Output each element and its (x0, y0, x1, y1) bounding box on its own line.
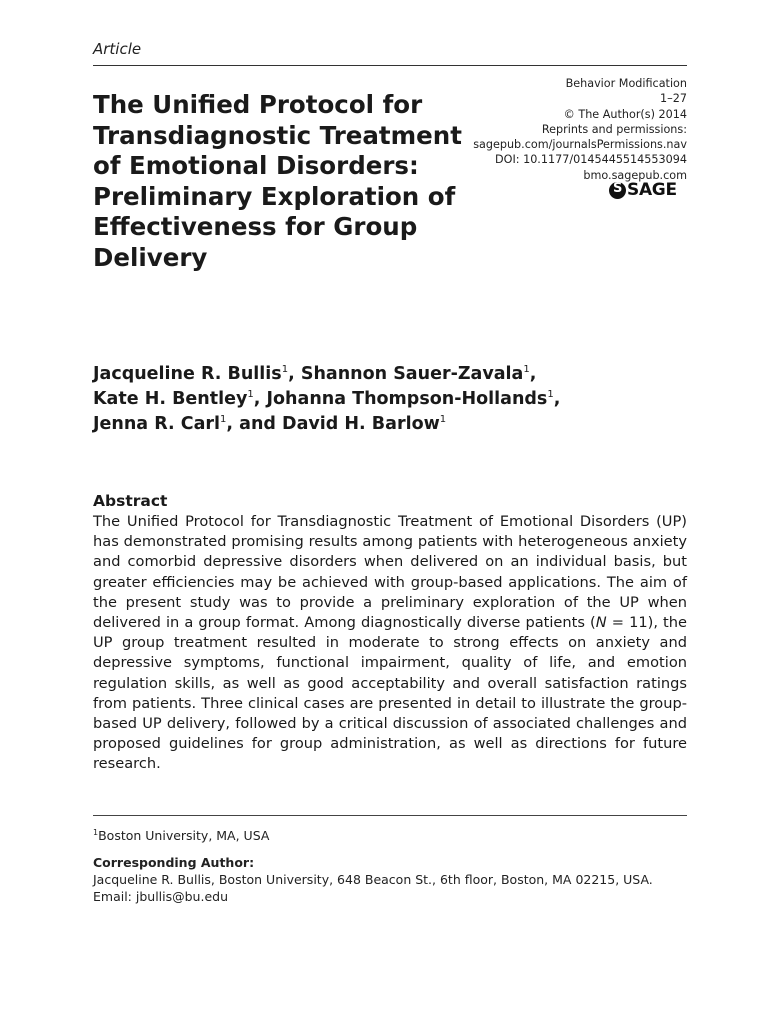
corresponding-author-heading: Corresponding Author: (93, 855, 255, 870)
corresponding-author-email[interactable]: Email: jbullis@bu.edu (93, 889, 229, 904)
permissions-link[interactable]: sagepub.com/journalsPermissions.nav (473, 138, 687, 152)
page-range: 1–27 (660, 92, 687, 106)
author-affiliation: 1 (220, 414, 227, 426)
top-divider (93, 65, 687, 66)
author-name: Shannon Sauer-Zavala (300, 364, 524, 384)
author-separator: , (553, 389, 561, 409)
author-affiliation: 1 (523, 364, 530, 376)
abstract-text (93, 512, 687, 775)
abstract-text-part: = 11), the UP group treatment resulted in moderate to strong effects on anxiety and depressive symptoms, functional impairment, quality of life, and emotion regulation skills, as well as good acceptability and overall satisfaction ratings from patients. Three clinical cases are presented in detail to illustrate the group-based UP delivery, followed by a critical discussion of associated challenges and proposed guidelines for group administration, as well as directions for future research. (93, 614, 688, 773)
author-affiliation: 1 (247, 389, 254, 401)
author-name: Kate H. Bentley (93, 389, 248, 409)
author-list (93, 362, 653, 437)
author-name: Jenna R. Carl (93, 414, 221, 434)
author-separator: , and (226, 414, 283, 434)
author-name: Jacqueline R. Bullis (93, 364, 282, 384)
corresponding-author-address: Jacqueline R. Bullis, Boston University, 648 Beacon St., 6th floor, Boston, MA 02215, USA. (93, 872, 653, 887)
reprints-label: Reprints and permissions: (541, 122, 687, 136)
doi[interactable]: DOI: 10.1177/0145445514553094 (495, 153, 687, 167)
journal-info-block (387, 76, 687, 183)
sample-size-symbol: N (595, 614, 607, 632)
abstract-text-part: The Unified Protocol for Transdiagnostic Treatment of Emotional Disorders (UP) has demonstrated promising results among patients with heterogeneous anxiety and comorbid depressive disorders when delivered on an individual basis, but greater efficiencies may be achieved with group-based applications. The aim of the present study was to provide a preliminary exploration of the UP when delivered in a group format. Among diagnostically diverse patients ( (93, 513, 687, 632)
footnote-divider (93, 815, 687, 816)
article-type-label: Article (93, 40, 142, 58)
affiliation-footnote (93, 828, 269, 843)
author-affiliation: 1 (281, 364, 289, 376)
article-title: The Unified Protocol for Transdiagnostic Treatment of Emotional Disorders: Preliminary Exploration of Effectiveness for Group Delivery (93, 90, 462, 272)
copyright: © The Author(s) 2014 (563, 107, 687, 121)
author-separator: , (253, 389, 267, 409)
affiliation-number: 1 (93, 828, 99, 837)
journal-url[interactable]: bmo.sagepub.com (583, 168, 687, 182)
sage-logo-icon (609, 182, 626, 199)
sage-logo-text: SAGE (627, 180, 677, 200)
author-affiliation: 1 (439, 414, 447, 426)
journal-name: Behavior Modification (565, 77, 687, 90)
sage-logo (609, 180, 677, 200)
author-affiliation: 1 (547, 389, 554, 401)
author-name: Johanna Thompson-Hollands (266, 389, 548, 409)
author-separator: , (529, 364, 537, 384)
abstract-heading: Abstract (93, 492, 168, 510)
affiliation-text: Boston University, MA, USA (98, 828, 270, 844)
author-separator: , (288, 364, 301, 384)
author-name: David H. Barlow (282, 414, 440, 434)
